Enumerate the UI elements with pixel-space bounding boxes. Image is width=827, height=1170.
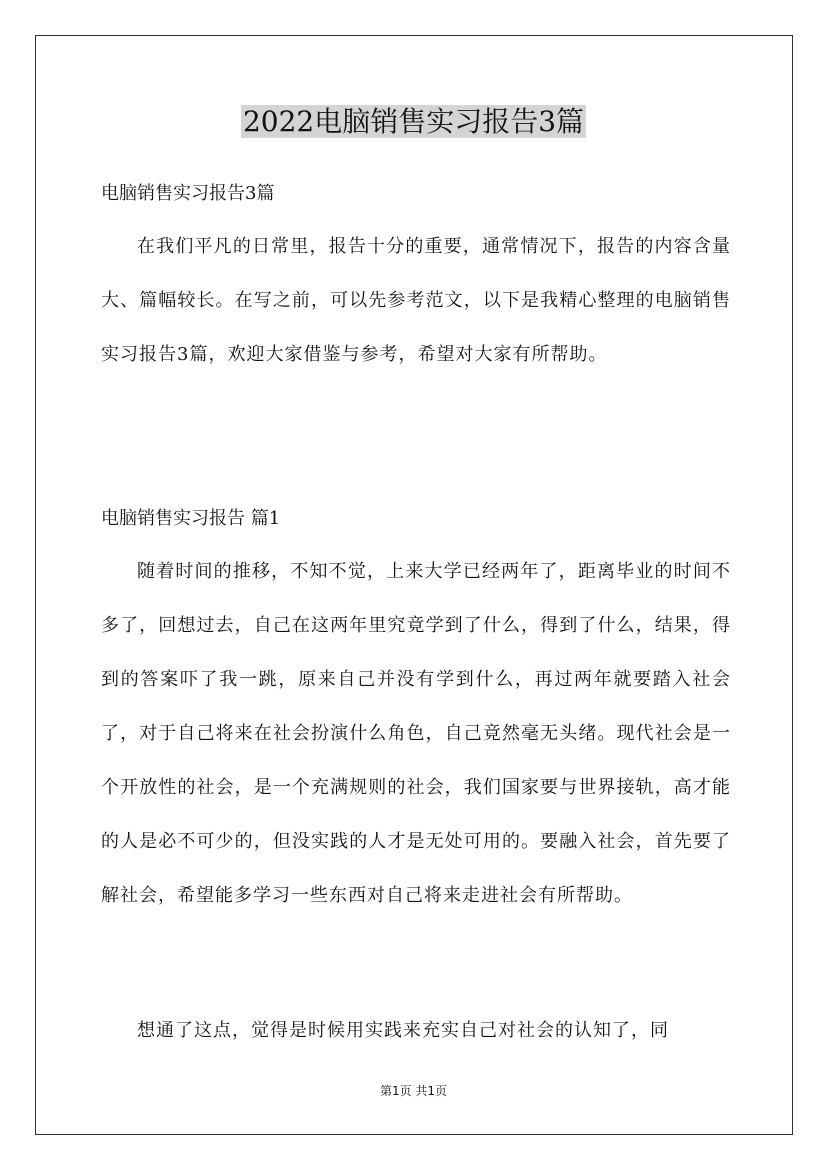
document-title-text: 2022电脑销售实习报告3篇	[242, 105, 585, 138]
body-paragraph: 随着时间的推移，不知不觉，上来大学已经两年了，距离毕业的时间不多了，回想过去，自己在这两年里究竟学到了什么，得到了什么，结果，得到的答案吓了我一跳，原来自己并没有学到什么，再过两年就要踏入社会了，对于自己将来在社会扮演什么角色，自己竟然毫无头绪。现代社会是一个开放性的社会，是一个充满规则的社会，我们国家要与世界接轨，高才能的人是必不可少的，但没实践的人才是无处可用的。要融入社会，首先要了解社会，希望能多学习一些东西对自己将来走进社会有所帮助。	[101, 561, 731, 906]
subtitle: 电脑销售实习报告3篇	[101, 183, 275, 204]
body-paragraph: 想通了这点，觉得是时候用实践来充实自己对社会的认知了，同	[137, 1020, 669, 1041]
section-heading: 电脑销售实习报告 篇1	[101, 508, 281, 529]
page-footer: 第1页 共1页	[379, 1084, 448, 1098]
intro-paragraph: 在我们平凡的日常里，报告十分的重要，通常情况下，报告的内容含量大、篇幅较长。在写之前，可以先参考范文，以下是我精心整理的电脑销售实习报告3篇，欢迎大家借鉴与参考，希望对大家有所帮助。	[101, 236, 731, 365]
document-title	[0, 100, 827, 144]
